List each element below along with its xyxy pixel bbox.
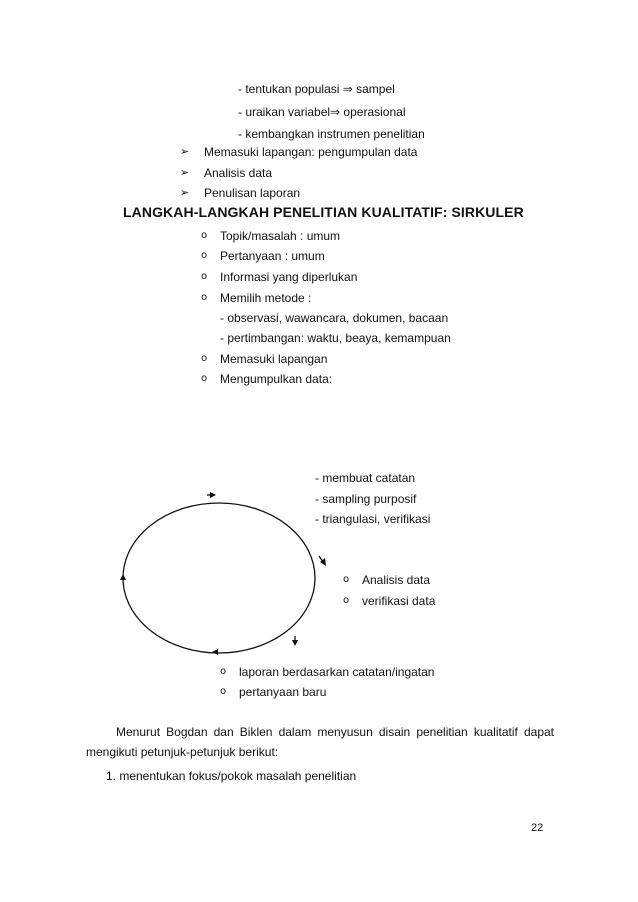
- page-number: 22: [531, 822, 544, 834]
- arrow-right-icon: [207, 492, 216, 498]
- arrow-list-item: Analisis data: [204, 166, 273, 180]
- circle-bullet-icon: o: [201, 250, 208, 261]
- collection-note: - triangulasi, verifikasi: [315, 512, 431, 526]
- body-paragraph: Menurut Bogdan dan Biklen dalam menyusun disain penelitian kualitatif dapat mengikuti petunjuk-petunjuk berikut:: [86, 725, 554, 759]
- arrow-bullet-icon: ➢: [180, 145, 190, 158]
- arrow-down-icon: [292, 636, 298, 646]
- collection-note: - sampling purposif: [315, 492, 417, 506]
- analysis-item: verifikasi data: [362, 594, 436, 608]
- circle-list-item: Topik/masalah : umum: [220, 229, 341, 243]
- circle-bullet-icon: o: [201, 271, 208, 282]
- arrow-list-item: Memasuki lapangan: pengumpulan data: [204, 145, 418, 159]
- collection-note: - membuat catatan: [315, 471, 416, 485]
- numbered-item: 1. menentukan fokus/pokok masalah penelitian: [106, 769, 357, 783]
- method-sub-item: - pertimbangan: waktu, beaya, kemampuan: [220, 331, 451, 345]
- method-sub-item: - observasi, wawancara, dokumen, bacaan: [220, 311, 449, 325]
- circle-bullet-icon: o: [343, 595, 350, 606]
- report-item: laporan berdasarkan catatan/ingatan: [239, 665, 435, 679]
- sublist-item: - kembangkan instrumen penelitian: [238, 127, 425, 141]
- circle-bullet-icon: o: [201, 230, 208, 241]
- circle-list-item: Mengumpulkan data:: [220, 372, 333, 386]
- circle-list-item: Pertanyaan : umum: [220, 249, 325, 263]
- circle-bullet-icon: o: [201, 292, 208, 303]
- arrow-bullet-icon: ➢: [180, 166, 190, 179]
- sublist-item: - uraikan variabel⇒ operasional: [238, 105, 406, 119]
- arrow-down-right-icon: [319, 556, 326, 566]
- cycle-ellipse: [123, 503, 315, 653]
- arrow-left-icon: [212, 649, 218, 655]
- section-heading: LANGKAH-LANGKAH PENELITIAN KUALITATIF: SIRKULER: [123, 204, 524, 220]
- circle-bullet-icon: o: [343, 574, 350, 585]
- arrow-list-item: Penulisan laporan: [204, 186, 301, 200]
- analysis-item: Analisis data: [362, 573, 431, 587]
- arrow-bullet-icon: ➢: [180, 186, 190, 199]
- circle-bullet-icon: o: [201, 373, 208, 384]
- report-item: pertanyaan baru: [239, 685, 327, 699]
- arrow-up-icon: [120, 574, 126, 580]
- circle-list-item: Memilih metode :: [220, 291, 312, 305]
- circle-bullet-icon: o: [220, 686, 227, 697]
- circle-bullet-icon: o: [220, 666, 227, 677]
- sublist-item: - tentukan populasi ⇒ sampel: [238, 82, 395, 96]
- circle-list-item: Informasi yang diperlukan: [220, 270, 358, 284]
- circle-list-item: Memasuki lapangan: [220, 352, 328, 366]
- circle-bullet-icon: o: [201, 353, 208, 364]
